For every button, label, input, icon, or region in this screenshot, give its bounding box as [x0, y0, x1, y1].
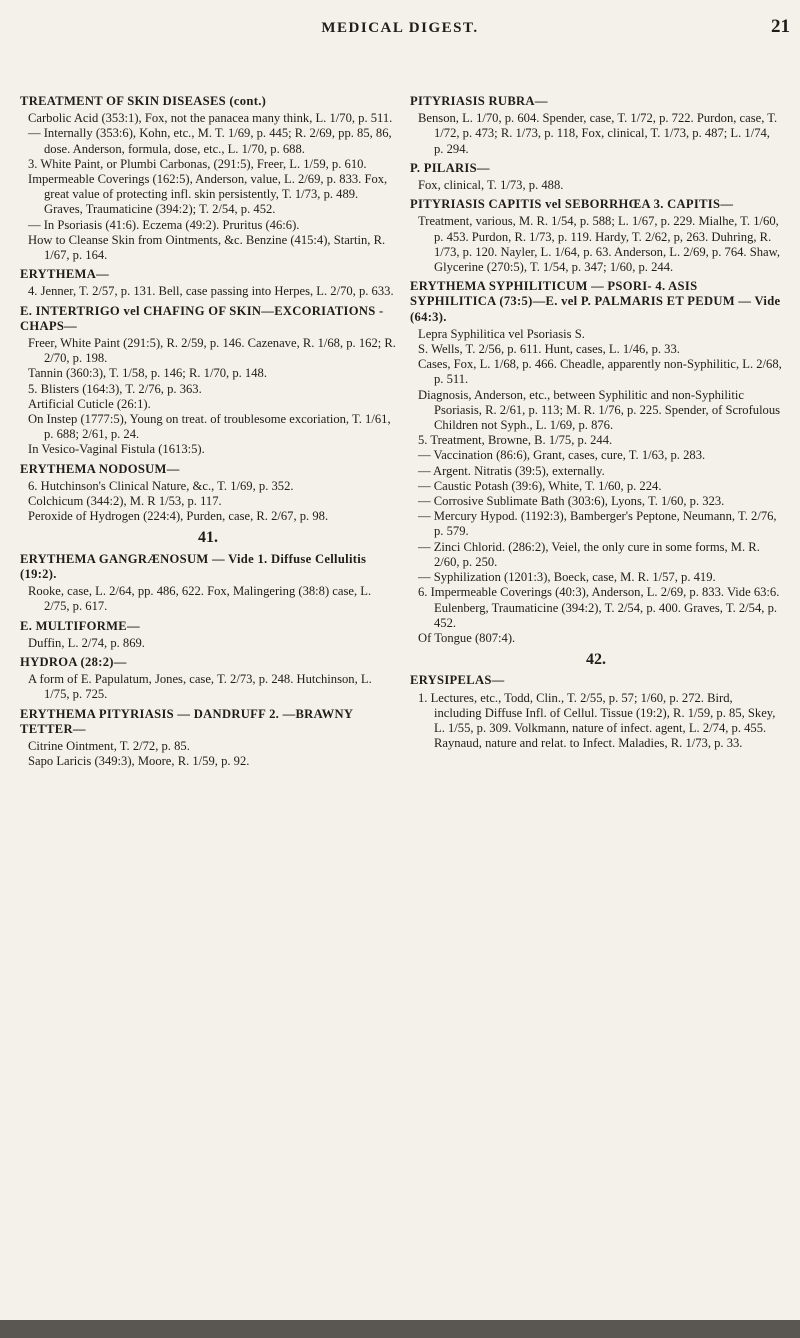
index-entry: — Internally (353:6), Kohn, etc., M. T. 1/69, p. 445; R. 2/69, pp. 85, 86, dose. Anderson, formula, dose, etc., L. 1/70, p. 688.	[28, 126, 392, 156]
index-entry: 3. White Paint, or Plumbi Carbonas, (291:5), Freer, L. 1/59, p. 610.	[28, 156, 367, 171]
index-heading: ERYTHEMA PITYRIASIS — DANDRUFF 2. —BRAWNY TETTER—	[20, 706, 353, 736]
index-entry: How to Cleanse Skin from Ointments, &c. Benzine (415:4), Startin, R. 1/67, p. 164.	[28, 232, 386, 263]
index-entry: Treatment, various, M. R. 1/54, p. 588; L. 1/67, p. 229. Mialhe, T. 1/60, p. 453. Purdon, R. 1/73, p. 119. Hardy, T. 2/62, p, 263. Duhring, R. 1/73, p. 120. Nayler, L. 1/64, p. 63. Anderson, L. 2/69, p. 764. Shaw, Glycerine (270:5), T. 1/54, p. 347; 1/60, p. 244.	[418, 214, 781, 275]
index-entry: — Caustic Potash (39:6), White, T. 1/60, p. 224.	[418, 478, 662, 493]
index-entry: 4. Jenner, T. 2/57, p. 131. Bell, case passing into Herpes, L. 2/70, p. 633.	[28, 284, 394, 299]
index-heading: ERYTHEMA—	[20, 267, 110, 282]
index-entry: — In Psoriasis (41:6). Eczema (49:2). Pruritus (46:6).	[28, 217, 300, 232]
index-entry: Peroxide of Hydrogen (224:4), Purden, case, R. 2/67, p. 98.	[28, 509, 329, 524]
right-column	[410, 90, 782, 751]
index-heading: E. INTERTRIGO vel CHAFING OF SKIN—EXCORIATIONS - CHAPS—	[20, 303, 384, 333]
index-heading: ERYTHEMA GANGRÆNOSUM — Vide 1. Diffuse Cellulitis (19:2).	[20, 551, 367, 581]
index-entry: — Corrosive Sublimate Bath (303:6), Lyons, T. 1/60, p. 323.	[418, 494, 725, 509]
index-entry: 5. Blisters (164:3), T. 2/76, p. 363.	[28, 381, 202, 396]
index-entry: — Syphilization (1201:3), Boeck, case, M. R. 1/57, p. 419.	[418, 570, 716, 585]
index-heading: E. MULTIFORME—	[20, 618, 140, 633]
index-entry: — Vaccination (86:6), Grant, cases, cure, T. 1/63, p. 283.	[418, 448, 706, 463]
index-entry: Colchicum (344:2), M. R 1/53, p. 117.	[28, 494, 222, 509]
section-number: 41.	[198, 529, 218, 547]
index-entry: A form of E. Papulatum, Jones, case, T. 2/73, p. 248. Hutchinson, L. 1/75, p. 725.	[28, 672, 372, 702]
index-entry: 1. Lectures, etc., Todd, Clin., T. 2/55, p. 57; 1/60, p. 272. Bird, including Diffuse Infl. of Cellul. Tissue (19:2), R. 1/59, p. 85, Skey, L. 1/55, p. 309. Volkmann, nature of infect. agent, L. 2/74, p. 455. Raynaud, nature and relat. to Infect. Maladies, R. 1/73, p. 33.	[418, 690, 776, 751]
index-entry: Artificial Cuticle (26:1).	[28, 396, 151, 411]
index-entry: Lepra Syphilitica vel Psoriasis S.	[418, 326, 585, 341]
index-heading: ERYSIPELAS—	[410, 673, 505, 688]
section-number: 42.	[586, 651, 606, 669]
index-entry: Freer, White Paint (291:5), R. 2/59, p. 146. Cazenave, R. 1/68, p. 162; R. 2/70, p. 198.	[28, 336, 396, 366]
index-entry: 5. Treatment, Browne, B. 1/75, p. 244.	[418, 433, 613, 448]
index-entry: Cases, Fox, L. 1/68, p. 466. Cheadle, apparently non-Syphilitic, L. 2/68, p. 511.	[418, 357, 782, 387]
index-entry: In Vesico-Vaginal Fistula (1613:5).	[28, 442, 205, 457]
index-heading: ERYTHEMA SYPHILITICUM — PSORI- 4. ASIS SYPHILITICA (73:5)—E. vel P. PALMARIS ET PEDUM — Vide (64:3).	[410, 279, 781, 324]
bottom-scan-edge	[0, 1320, 800, 1338]
index-entry: Diagnosis, Anderson, etc., between Syphilitic and non-Syphilitic Psoriasis, R. 2/61, p. 113; M. R. 1/76, p. 225. Spender, of Scrofulous Children not Syph., L. 1/69, p. 876.	[418, 387, 781, 433]
index-entry: 6. Impermeable Coverings (40:3), Anderson, L. 2/69, p. 833. Vide 63:6. Eulenberg, Traumaticine (394:2), T. 2/54, p. 400. Graves, T. 2/54, p. 452.	[418, 585, 780, 630]
index-entry: S. Wells, T. 2/56, p. 611. Hunt, cases, L. 1/46, p. 33.	[418, 342, 680, 357]
index-entry: Tannin (360:3), T. 1/58, p. 146; R. 1/70, p. 148.	[28, 366, 267, 381]
index-heading: TREATMENT OF SKIN DISEASES (cont.)	[20, 94, 267, 108]
left-column	[20, 90, 396, 769]
index-heading: HYDROA (28:2)—	[20, 654, 127, 669]
index-entry: Fox, clinical, T. 1/73, p. 488.	[418, 178, 564, 193]
index-entry: Duffin, L. 2/74, p. 869.	[28, 635, 145, 650]
running-title: MEDICAL DIGEST.	[321, 20, 479, 36]
index-entry: On Instep (1777:5), Young on treat. of troublesome excoriation, T. 1/61, p. 688; 2/61, p. 24.	[28, 412, 391, 442]
index-heading: PITYRIASIS CAPITIS vel SEBORRHŒA 3. CAPITIS—	[410, 197, 734, 212]
index-heading: P. PILARIS—	[410, 160, 490, 175]
page-header	[0, 6, 800, 46]
index-entry: — Zinci Chlorid. (286:2), Veiel, the only cure in some forms, M. R. 2/60, p. 250.	[418, 539, 760, 569]
index-entry: Of Tongue (807:4).	[418, 630, 516, 645]
index-entry: Citrine Ointment, T. 2/72, p. 85.	[28, 738, 190, 753]
index-entry: Benson, L. 1/70, p. 604. Spender, case, T. 1/72, p. 722. Purdon, case, T. 1/72, p. 473; R. 1/73, p. 118, Fox, clinical, T. 1/73, p. 487; L. 1/74, p. 294.	[418, 111, 778, 156]
index-entry: 6. Hutchinson's Clinical Nature, &c., T. 1/69, p. 352.	[28, 478, 294, 493]
index-heading: ERYTHEMA NODOSUM—	[20, 461, 180, 476]
index-heading: PITYRIASIS RUBRA—	[410, 94, 548, 108]
index-entry: Impermeable Coverings (162:5), Anderson, value, L. 2/69, p. 833. Fox, great value of protecting infl. skin persistently, T. 1/73, p. 489. Graves, Traumaticine (394:2); T. 2/54, p. 452.	[28, 172, 388, 217]
index-entry: Rooke, case, L. 2/64, pp. 486, 622. Fox, Malingering (38:8) case, L. 2/75, p. 617.	[28, 584, 372, 614]
index-entry: — Mercury Hypod. (1192:3), Bamberger's Peptone, Neumann, T. 2/76, p. 579.	[418, 509, 777, 539]
page-number: 21	[771, 16, 790, 37]
index-entry: Sapo Laricis (349:3), Moore, R. 1/59, p. 92.	[28, 754, 250, 769]
index-entry: — Argent. Nitratis (39:5), externally.	[418, 463, 605, 478]
index-entry: Carbolic Acid (353:1), Fox, not the panacea many think, L. 1/70, p. 511.	[28, 111, 393, 126]
